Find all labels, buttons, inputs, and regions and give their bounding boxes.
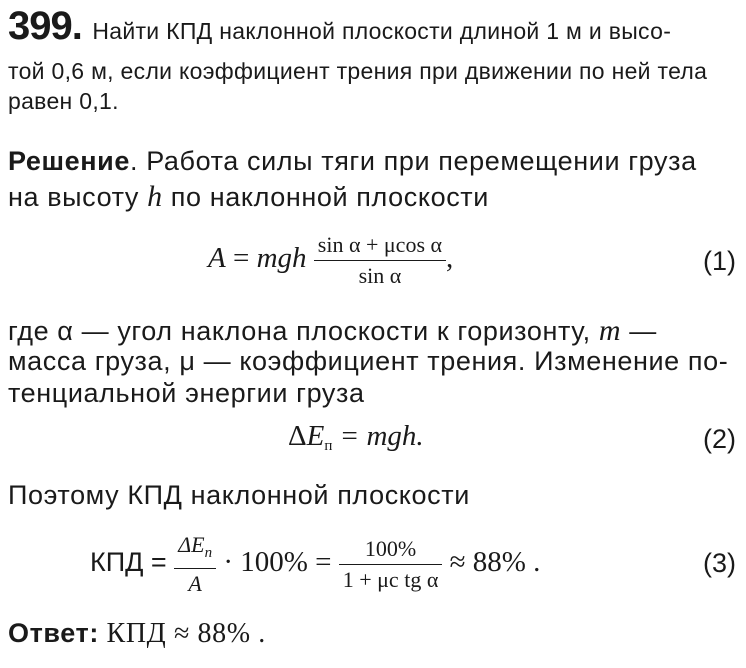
- eq1-lhs: A: [208, 242, 226, 275]
- eq2-number: (2): [703, 424, 736, 454]
- solution-text-4: масса груза, μ — коэффициент трения. Изменение по-: [8, 346, 729, 376]
- eq3-lhs: КПД =: [90, 547, 175, 578]
- eq3-numerator-1: [174, 532, 216, 569]
- solution-text-1: . Работа силы тяги при перемещении груза: [130, 146, 697, 176]
- eq3-denominator-1: A: [188, 571, 202, 596]
- eq3-numerator-2: 100%: [339, 536, 443, 565]
- eq2-delta: Δ: [288, 420, 307, 452]
- equation-3: [90, 532, 540, 597]
- eq1-denominator: sin α: [358, 263, 402, 288]
- eq1-equals: =: [225, 242, 257, 275]
- solution-text-5: тенциальной энергии груза: [8, 378, 365, 408]
- eq3-num1-text: ΔE: [178, 532, 205, 557]
- solution-text-3-end: —: [621, 316, 657, 346]
- eq3-num1-sub: п: [204, 545, 213, 561]
- eq2-E: E: [306, 420, 325, 452]
- problem-text-2: той 0,6 м, если коэффициент трения при движении по ней тела: [8, 58, 708, 84]
- solution-text-2a: на высоту: [8, 182, 148, 212]
- eq1-numerator: sin α + μcos α: [314, 232, 446, 261]
- eq3-mid: · 100% =: [216, 546, 339, 579]
- problem-text-1: Найти КПД наклонной плоскости длиной 1 м и высо-: [92, 18, 672, 44]
- eq2-sub: п: [324, 438, 333, 454]
- eq3-number: (3): [703, 548, 736, 578]
- solution-line-3: [8, 314, 657, 348]
- eq3-fraction-2: [339, 536, 443, 593]
- solution-line-2: [8, 180, 489, 214]
- var-h: h: [147, 180, 163, 213]
- answer-text: КПД ≈ 88% .: [98, 618, 266, 649]
- eq3-fraction-1: [174, 532, 216, 597]
- solution-text-2b: по наклонной плоскости: [162, 182, 489, 212]
- var-m: m: [598, 314, 622, 347]
- problem-text-3: равен 0,1.: [8, 88, 119, 114]
- equation-2: [288, 420, 424, 455]
- solution-line-1: [8, 146, 697, 177]
- solution-text-3: где α — угол наклона плоскости к горизонту,: [8, 316, 599, 346]
- problem-number: 399.: [8, 4, 82, 48]
- eq1-tail: ,: [446, 242, 454, 275]
- solution-label: Решение: [8, 146, 130, 176]
- eq1-number: (1): [703, 246, 736, 276]
- eq1-fraction: [314, 232, 446, 289]
- problem-line-1: [8, 4, 671, 49]
- eq2-rhs: = mgh.: [332, 420, 424, 452]
- eq3-denominator-2: 1 + μc tg α: [342, 567, 439, 592]
- solution-text-6: Поэтому КПД наклонной плоскости: [8, 480, 470, 510]
- equation-1: [208, 232, 453, 289]
- answer-label: Ответ:: [8, 618, 99, 648]
- answer-line: [8, 618, 266, 650]
- eq3-tail: ≈ 88% .: [442, 546, 541, 579]
- eq1-factor: mgh: [256, 242, 307, 275]
